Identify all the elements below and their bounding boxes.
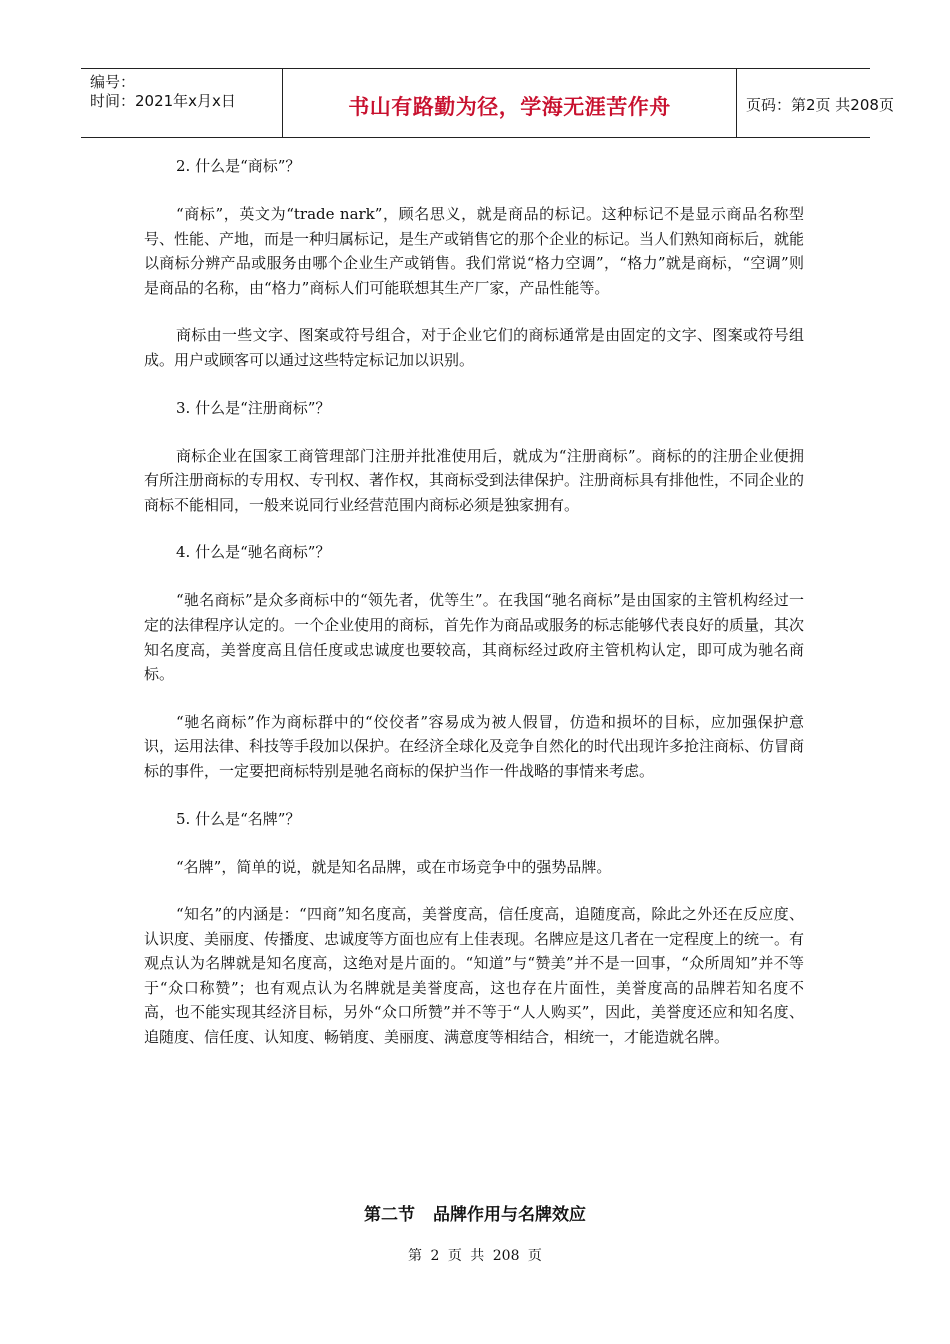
paragraph-gap bbox=[144, 832, 804, 855]
header-motto-cell bbox=[282, 69, 737, 137]
paragraph-gap bbox=[144, 879, 804, 902]
page-footer: 第 2 页 共 208 页 bbox=[408, 1248, 542, 1264]
paragraph-gap bbox=[144, 373, 804, 396]
paragraph-gap bbox=[144, 179, 804, 202]
body-paragraph: “驰名商标”是众多商标中的“领先者，优等生”。在我国“驰名商标”是由国家的主管机构经过一定的法律程序认定的。一个企业使用的商标，首先作为商品或服务的标志能够代表良好的质量，其次知名度高，美誉度高且信任度或忠诚度也要较高，其商标经过政府主管机构认定，即可成为驰名商标。 bbox=[144, 591, 805, 684]
question-heading: 2. 什么是“商标”？ bbox=[176, 157, 301, 175]
number-label: 编号： bbox=[90, 73, 136, 91]
paragraph-gap bbox=[144, 784, 804, 807]
paragraph-gap bbox=[144, 517, 804, 540]
header-page-cell bbox=[737, 69, 894, 137]
header-table bbox=[81, 68, 894, 138]
body-paragraph: “名牌”，简单的说，就是知名品牌，或在市场竞争中的强势品牌。 bbox=[176, 857, 612, 876]
document-body bbox=[144, 154, 804, 1050]
header-meta-cell bbox=[81, 69, 282, 137]
paragraph-gap bbox=[144, 421, 804, 444]
body-paragraph: “知名”的内涵是：“四商”知名度高，美誉度高，信任度高，追随度高，除此之外还在反应度、认识度、美丽度、传播度、忠诚度等方面也应有上佳表现。名牌应是这几者在一定程度上的统一。有观点认为名牌就是知名度高，这绝对是片面的。“知道”与“赞美”并不是一回事，“众所周知”并不等于“众口称赞”；也有观点认为名牌就是美誉度高，这也存在片面性，美誉度高的品牌若知名度不高，也不能实现其经济目标，另外“众口所赞”并不等于“人人购买”，因此，美誉度还应和知名度、追随度、信任度、认知度、畅销度、美丽度、满意度等相结合，相统一，才能造就名牌。 bbox=[144, 905, 805, 1047]
paragraph-gap bbox=[144, 300, 804, 323]
page-info: 页码：第2页 共208页 bbox=[746, 96, 894, 114]
question-heading: 5. 什么是“名牌”？ bbox=[176, 809, 301, 828]
paragraph-gap bbox=[144, 565, 804, 588]
question-heading: 3. 什么是“注册商标”？ bbox=[176, 398, 331, 417]
body-paragraph: 商标企业在国家工商管理部门注册并批准使用后，就成为“注册商标”。商标的的注册企业便拥有所注册商标的专用权、专刊权、著作权，其商标受到法律保护。注册商标具有排他性，不同企业的商标不能相同，一般来说同行业经营范围内商标必须是独家拥有。 bbox=[144, 446, 805, 514]
section-number: 第二节 bbox=[364, 1205, 416, 1225]
question-heading: 4. 什么是“驰名商标”？ bbox=[176, 543, 331, 562]
section-title-text: 品牌作用与名牌效应 bbox=[432, 1205, 586, 1225]
time-label: 时间：2021年x月x日 bbox=[90, 92, 236, 110]
section-heading bbox=[0, 1200, 950, 1225]
motto-text: 书山有路勤为径，学海无涯苦作舟 bbox=[348, 95, 671, 119]
body-paragraph: 商标由一些文字、图案或符号组合，对于企业它们的商标通常是由固定的文字、图案或符号组成。用户或顾客可以通过这些特定标记加以识别。 bbox=[144, 326, 804, 369]
paragraph-gap bbox=[144, 687, 804, 710]
body-paragraph: “商标”，英文为“trade nark”，顾名思义，就是商品的标记。这种标记不是显示商品名称型号、性能、产地，而是一种归属标记，是生产或销售它的那个企业的标记。当人们熟知商标后，就能以商标分辨产品或服务由哪个企业生产或销售。我们常说“格力空调”，“格力”就是商标，“空调”则是商品的名称，由“格力”商标人们可能联想其生产厂家，产品性能等。 bbox=[144, 205, 805, 297]
body-paragraph: “驰名商标”作为商标群中的“佼佼者”容易成为被人假冒，仿造和损坏的目标，应加强保护意识，运用法律、科技等手段加以保护。在经济全球化及竞争自然化的时代出现许多抢注商标、仿冒商标的事件，一定要把商标特别是驰名商标的保护当作一件战略的事情来考虑。 bbox=[144, 712, 805, 780]
